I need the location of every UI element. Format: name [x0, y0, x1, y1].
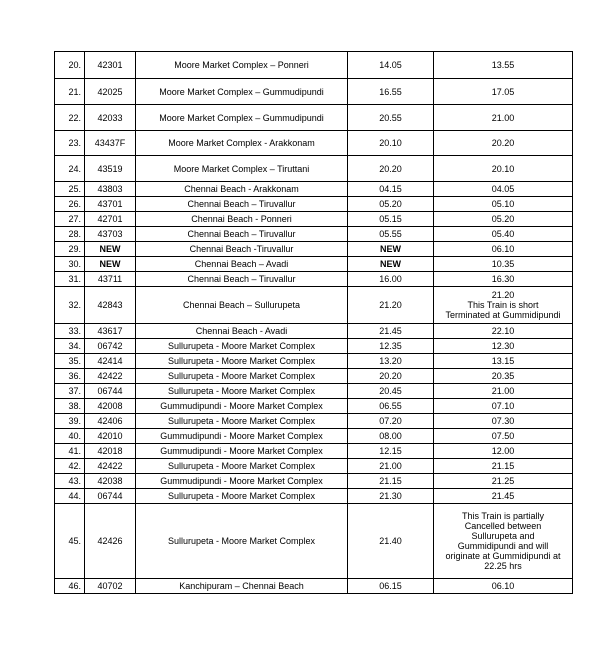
train-number-cell: 43519 [85, 156, 136, 182]
table-row [55, 324, 573, 339]
new-timing-cell: 05.40 [434, 227, 573, 242]
route-cell: Sullurupeta - Moore Market Complex [136, 384, 348, 399]
route-cell: Moore Market Complex - Arakkonam [136, 131, 348, 156]
train-number-cell: 42406 [85, 414, 136, 429]
timetable-body [55, 52, 573, 594]
old-timing-cell: 05.55 [348, 227, 434, 242]
train-number-cell: 42422 [85, 459, 136, 474]
table-row [55, 156, 573, 182]
table-row [55, 242, 573, 257]
table-row [55, 79, 573, 105]
table-row [55, 579, 573, 594]
table-row [55, 354, 573, 369]
new-timing-cell: 13.15 [434, 354, 573, 369]
route-cell: Chennai Beach – Tiruvallur [136, 197, 348, 212]
train-number-cell: 42414 [85, 354, 136, 369]
train-number-cell: 42010 [85, 429, 136, 444]
route-cell: Moore Market Complex – Ponneri [136, 52, 348, 79]
serial-number-cell: 46. [55, 579, 85, 594]
table-row [55, 272, 573, 287]
old-timing-cell: 05.15 [348, 212, 434, 227]
train-number-cell: 42008 [85, 399, 136, 414]
serial-number-cell: 21. [55, 79, 85, 105]
route-cell: Sullurupeta - Moore Market Complex [136, 339, 348, 354]
new-timing-cell: 17.05 [434, 79, 573, 105]
table-row [55, 131, 573, 156]
new-timing-cell: 07.30 [434, 414, 573, 429]
train-number-cell: 43711 [85, 272, 136, 287]
table-row [55, 339, 573, 354]
train-number-cell: 42701 [85, 212, 136, 227]
train-number-cell: 43803 [85, 182, 136, 197]
route-cell: Chennai Beach – Tiruvallur [136, 272, 348, 287]
table-row [55, 399, 573, 414]
table-row [55, 182, 573, 197]
new-timing-cell: 22.10 [434, 324, 573, 339]
serial-number-cell: 40. [55, 429, 85, 444]
new-timing-cell: 20.20 [434, 131, 573, 156]
old-timing-cell: 20.10 [348, 131, 434, 156]
serial-number-cell: 24. [55, 156, 85, 182]
route-cell: Moore Market Complex – Gummudipundi [136, 79, 348, 105]
old-timing-cell: 21.40 [348, 504, 434, 579]
timetable [54, 51, 573, 594]
old-timing-cell: 07.20 [348, 414, 434, 429]
new-timing-cell: 20.35 [434, 369, 573, 384]
new-timing-cell: 07.10 [434, 399, 573, 414]
route-cell: Sullurupeta - Moore Market Complex [136, 489, 348, 504]
serial-number-cell: 44. [55, 489, 85, 504]
route-cell: Sullurupeta - Moore Market Complex [136, 414, 348, 429]
route-cell: Chennai Beach – Avadi [136, 257, 348, 272]
route-cell: Chennai Beach - Ponneri [136, 212, 348, 227]
route-cell: Chennai Beach - Arakkonam [136, 182, 348, 197]
serial-number-cell: 22. [55, 105, 85, 131]
new-timing-cell: 06.10 [434, 579, 573, 594]
table-row [55, 459, 573, 474]
new-timing-cell: 04.05 [434, 182, 573, 197]
train-number-cell: 06744 [85, 384, 136, 399]
serial-number-cell: 34. [55, 339, 85, 354]
new-timing-cell: 21.15 [434, 459, 573, 474]
route-cell: Gummudipundi - Moore Market Complex [136, 429, 348, 444]
train-number-cell: 43703 [85, 227, 136, 242]
serial-number-cell: 42. [55, 459, 85, 474]
old-timing-cell: 21.45 [348, 324, 434, 339]
route-cell: Sullurupeta - Moore Market Complex [136, 459, 348, 474]
new-timing-cell: 10.35 [434, 257, 573, 272]
route-cell: Gummudipundi - Moore Market Complex [136, 399, 348, 414]
serial-number-cell: 20. [55, 52, 85, 79]
old-timing-cell: NEW [348, 242, 434, 257]
new-timing-cell: 06.10 [434, 242, 573, 257]
table-row [55, 444, 573, 459]
serial-number-cell: 23. [55, 131, 85, 156]
train-number-cell: 42025 [85, 79, 136, 105]
old-timing-cell: 20.55 [348, 105, 434, 131]
serial-number-cell: 25. [55, 182, 85, 197]
train-number-cell: 42038 [85, 474, 136, 489]
old-timing-cell: 21.00 [348, 459, 434, 474]
new-timing-cell: 21.00 [434, 384, 573, 399]
table-row [55, 384, 573, 399]
serial-number-cell: 45. [55, 504, 85, 579]
table-row [55, 474, 573, 489]
train-number-cell: 43617 [85, 324, 136, 339]
table-row [55, 197, 573, 212]
route-cell: Gummudipundi - Moore Market Complex [136, 444, 348, 459]
old-timing-cell: 06.15 [348, 579, 434, 594]
old-timing-cell: 21.20 [348, 287, 434, 324]
train-number-cell: 43701 [85, 197, 136, 212]
old-timing-cell: 21.30 [348, 489, 434, 504]
old-timing-cell: 06.55 [348, 399, 434, 414]
new-timing-cell: 05.20 [434, 212, 573, 227]
new-timing-cell: 21.25 [434, 474, 573, 489]
old-timing-cell: 14.05 [348, 52, 434, 79]
new-timing-cell: 21.45 [434, 489, 573, 504]
train-number-cell: 42426 [85, 504, 136, 579]
old-timing-cell: 16.55 [348, 79, 434, 105]
route-cell: Sullurupeta - Moore Market Complex [136, 354, 348, 369]
serial-number-cell: 39. [55, 414, 85, 429]
train-number-cell: 42843 [85, 287, 136, 324]
old-timing-cell: 12.15 [348, 444, 434, 459]
old-timing-cell: 21.15 [348, 474, 434, 489]
train-number-cell: 42422 [85, 369, 136, 384]
table-row [55, 105, 573, 131]
old-timing-cell: 05.20 [348, 197, 434, 212]
train-number-cell: 06744 [85, 489, 136, 504]
serial-number-cell: 26. [55, 197, 85, 212]
old-timing-cell: 12.35 [348, 339, 434, 354]
serial-number-cell: 30. [55, 257, 85, 272]
train-number-cell: 42018 [85, 444, 136, 459]
route-cell: Sullurupeta - Moore Market Complex [136, 369, 348, 384]
old-timing-cell: 20.20 [348, 369, 434, 384]
serial-number-cell: 31. [55, 272, 85, 287]
route-cell: Kanchipuram – Chennai Beach [136, 579, 348, 594]
train-number-cell: NEW [85, 242, 136, 257]
old-timing-cell: 04.15 [348, 182, 434, 197]
serial-number-cell: 43. [55, 474, 85, 489]
route-cell: Chennai Beach – Sullurupeta [136, 287, 348, 324]
new-timing-cell: 16.30 [434, 272, 573, 287]
new-timing-cell: 21.20 This Train is short Terminated at Gummidipundi [434, 287, 573, 324]
serial-number-cell: 41. [55, 444, 85, 459]
serial-number-cell: 27. [55, 212, 85, 227]
route-cell: Sullurupeta - Moore Market Complex [136, 504, 348, 579]
table-row [55, 227, 573, 242]
new-timing-cell: 05.10 [434, 197, 573, 212]
serial-number-cell: 35. [55, 354, 85, 369]
train-number-cell: 42301 [85, 52, 136, 79]
serial-number-cell: 38. [55, 399, 85, 414]
table-row [55, 287, 573, 324]
serial-number-cell: 32. [55, 287, 85, 324]
serial-number-cell: 28. [55, 227, 85, 242]
table-row [55, 257, 573, 272]
new-timing-cell: This Train is partially Cancelled between Sullurupeta and Gummidipundi and will originate at Gummidipundi at 22.25 hrs [434, 504, 573, 579]
table-row [55, 489, 573, 504]
train-number-cell: NEW [85, 257, 136, 272]
route-cell: Chennai Beach -Tiruvallur [136, 242, 348, 257]
route-cell: Moore Market Complex – Gummudipundi [136, 105, 348, 131]
train-number-cell: 42033 [85, 105, 136, 131]
new-timing-cell: 07.50 [434, 429, 573, 444]
table-row [55, 212, 573, 227]
train-number-cell: 40702 [85, 579, 136, 594]
serial-number-cell: 37. [55, 384, 85, 399]
route-cell: Moore Market Complex – Tiruttani [136, 156, 348, 182]
new-timing-cell: 12.30 [434, 339, 573, 354]
serial-number-cell: 36. [55, 369, 85, 384]
table-row [55, 414, 573, 429]
table-row [55, 504, 573, 579]
route-cell: Chennai Beach – Tiruvallur [136, 227, 348, 242]
old-timing-cell: 20.20 [348, 156, 434, 182]
serial-number-cell: 33. [55, 324, 85, 339]
new-timing-cell: 12.00 [434, 444, 573, 459]
table-row [55, 52, 573, 79]
train-number-cell: 43437F [85, 131, 136, 156]
new-timing-cell: 13.55 [434, 52, 573, 79]
old-timing-cell: 20.45 [348, 384, 434, 399]
old-timing-cell: 16.00 [348, 272, 434, 287]
train-number-cell: 06742 [85, 339, 136, 354]
old-timing-cell: NEW [348, 257, 434, 272]
new-timing-cell: 21.00 [434, 105, 573, 131]
route-cell: Chennai Beach - Avadi [136, 324, 348, 339]
table-row [55, 369, 573, 384]
serial-number-cell: 29. [55, 242, 85, 257]
timetable-sheet [54, 51, 573, 594]
old-timing-cell: 13.20 [348, 354, 434, 369]
new-timing-cell: 20.10 [434, 156, 573, 182]
old-timing-cell: 08.00 [348, 429, 434, 444]
route-cell: Gummudipundi - Moore Market Complex [136, 474, 348, 489]
table-row [55, 429, 573, 444]
